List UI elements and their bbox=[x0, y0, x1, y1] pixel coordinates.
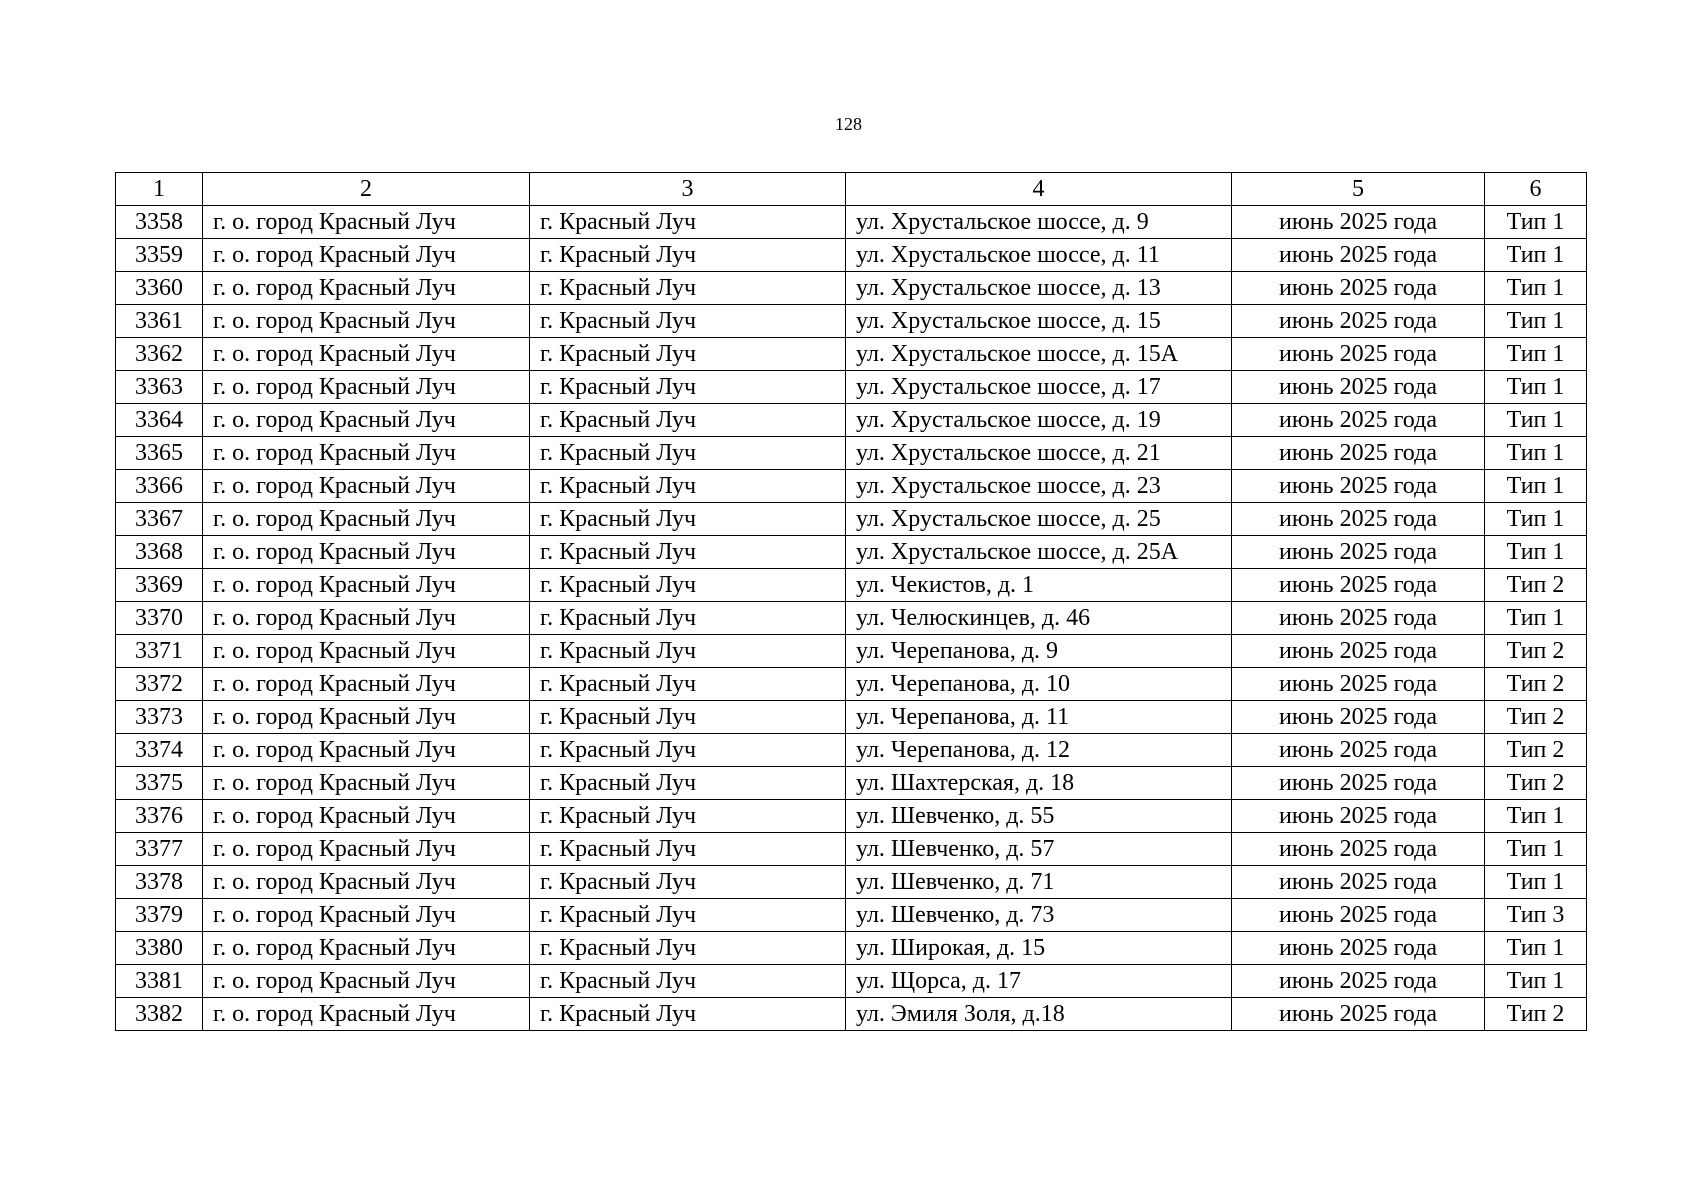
table-row bbox=[116, 338, 1587, 371]
municipality-cell: г. о. город Красный Луч bbox=[203, 668, 530, 701]
locality-cell: г. Красный Луч bbox=[530, 998, 846, 1031]
locality-cell: г. Красный Луч bbox=[530, 800, 846, 833]
locality-cell: г. Красный Луч bbox=[530, 932, 846, 965]
type-cell: Тип 1 bbox=[1485, 206, 1587, 239]
locality-cell: г. Красный Луч bbox=[530, 701, 846, 734]
date-cell: июнь 2025 года bbox=[1232, 371, 1485, 404]
locality-cell: г. Красный Луч bbox=[530, 767, 846, 800]
locality-cell: г. Красный Луч bbox=[530, 338, 846, 371]
row-number-cell: 3374 bbox=[116, 734, 203, 767]
table-row bbox=[116, 932, 1587, 965]
date-cell: июнь 2025 года bbox=[1232, 305, 1485, 338]
table-row bbox=[116, 965, 1587, 998]
address-cell: ул. Чекистов, д. 1 bbox=[846, 569, 1232, 602]
address-cell: ул. Шевченко, д. 71 bbox=[846, 866, 1232, 899]
date-cell: июнь 2025 года bbox=[1232, 932, 1485, 965]
address-cell: ул. Шахтерская, д. 18 bbox=[846, 767, 1232, 800]
locality-cell: г. Красный Луч bbox=[530, 635, 846, 668]
table-row bbox=[116, 503, 1587, 536]
municipality-cell: г. о. город Красный Луч bbox=[203, 965, 530, 998]
table-row bbox=[116, 734, 1587, 767]
table-row bbox=[116, 602, 1587, 635]
municipality-cell: г. о. город Красный Луч bbox=[203, 800, 530, 833]
date-cell: июнь 2025 года bbox=[1232, 965, 1485, 998]
row-number-cell: 3373 bbox=[116, 701, 203, 734]
locality-cell: г. Красный Луч bbox=[530, 668, 846, 701]
municipality-cell: г. о. город Красный Луч bbox=[203, 833, 530, 866]
address-cell: ул. Эмиля Золя, д.18 bbox=[846, 998, 1232, 1031]
type-cell: Тип 1 bbox=[1485, 338, 1587, 371]
date-cell: июнь 2025 года bbox=[1232, 701, 1485, 734]
type-cell: Тип 2 bbox=[1485, 668, 1587, 701]
column-header: 6 bbox=[1485, 173, 1587, 206]
table-row bbox=[116, 899, 1587, 932]
address-cell: ул. Челюскинцев, д. 46 bbox=[846, 602, 1232, 635]
table-row bbox=[116, 800, 1587, 833]
date-cell: июнь 2025 года bbox=[1232, 272, 1485, 305]
column-header: 5 bbox=[1232, 173, 1485, 206]
address-cell: ул. Хрустальское шоссе, д. 23 bbox=[846, 470, 1232, 503]
row-number-cell: 3358 bbox=[116, 206, 203, 239]
table-row bbox=[116, 866, 1587, 899]
municipality-cell: г. о. город Красный Луч bbox=[203, 635, 530, 668]
row-number-cell: 3363 bbox=[116, 371, 203, 404]
date-cell: июнь 2025 года bbox=[1232, 668, 1485, 701]
type-cell: Тип 2 bbox=[1485, 998, 1587, 1031]
column-header: 3 bbox=[530, 173, 846, 206]
table-row bbox=[116, 701, 1587, 734]
address-cell: ул. Шевченко, д. 73 bbox=[846, 899, 1232, 932]
type-cell: Тип 2 bbox=[1485, 701, 1587, 734]
locality-cell: г. Красный Луч bbox=[530, 503, 846, 536]
locality-cell: г. Красный Луч bbox=[530, 569, 846, 602]
row-number-cell: 3377 bbox=[116, 833, 203, 866]
row-number-cell: 3371 bbox=[116, 635, 203, 668]
type-cell: Тип 1 bbox=[1485, 470, 1587, 503]
locality-cell: г. Красный Луч bbox=[530, 239, 846, 272]
address-cell: ул. Хрустальское шоссе, д. 9 bbox=[846, 206, 1232, 239]
type-cell: Тип 1 bbox=[1485, 932, 1587, 965]
address-cell: ул. Хрустальское шоссе, д. 21 bbox=[846, 437, 1232, 470]
row-number-cell: 3378 bbox=[116, 866, 203, 899]
municipality-cell: г. о. город Красный Луч bbox=[203, 206, 530, 239]
locality-cell: г. Красный Луч bbox=[530, 437, 846, 470]
table-row bbox=[116, 206, 1587, 239]
municipality-cell: г. о. город Красный Луч bbox=[203, 437, 530, 470]
type-cell: Тип 1 bbox=[1485, 602, 1587, 635]
row-number-cell: 3361 bbox=[116, 305, 203, 338]
row-number-cell: 3376 bbox=[116, 800, 203, 833]
row-number-cell: 3375 bbox=[116, 767, 203, 800]
type-cell: Тип 1 bbox=[1485, 272, 1587, 305]
municipality-cell: г. о. город Красный Луч bbox=[203, 899, 530, 932]
table-row bbox=[116, 998, 1587, 1031]
address-cell: ул. Шевченко, д. 57 bbox=[846, 833, 1232, 866]
table-row bbox=[116, 239, 1587, 272]
table-row bbox=[116, 767, 1587, 800]
address-cell: ул. Широкая, д. 15 bbox=[846, 932, 1232, 965]
table-row bbox=[116, 668, 1587, 701]
municipality-cell: г. о. город Красный Луч bbox=[203, 932, 530, 965]
date-cell: июнь 2025 года bbox=[1232, 734, 1485, 767]
type-cell: Тип 1 bbox=[1485, 965, 1587, 998]
type-cell: Тип 2 bbox=[1485, 569, 1587, 602]
locality-cell: г. Красный Луч bbox=[530, 371, 846, 404]
address-cell: ул. Хрустальское шоссе, д. 11 bbox=[846, 239, 1232, 272]
row-number-cell: 3365 bbox=[116, 437, 203, 470]
type-cell: Тип 1 bbox=[1485, 833, 1587, 866]
type-cell: Тип 1 bbox=[1485, 239, 1587, 272]
type-cell: Тип 1 bbox=[1485, 305, 1587, 338]
date-cell: июнь 2025 года bbox=[1232, 206, 1485, 239]
locality-cell: г. Красный Луч bbox=[530, 965, 846, 998]
date-cell: июнь 2025 года bbox=[1232, 437, 1485, 470]
row-number-cell: 3364 bbox=[116, 404, 203, 437]
locality-cell: г. Красный Луч bbox=[530, 734, 846, 767]
date-cell: июнь 2025 года bbox=[1232, 800, 1485, 833]
municipality-cell: г. о. город Красный Луч bbox=[203, 767, 530, 800]
municipality-cell: г. о. город Красный Луч bbox=[203, 338, 530, 371]
municipality-cell: г. о. город Красный Луч bbox=[203, 602, 530, 635]
table-row bbox=[116, 569, 1587, 602]
type-cell: Тип 2 bbox=[1485, 635, 1587, 668]
municipality-cell: г. о. город Красный Луч bbox=[203, 503, 530, 536]
date-cell: июнь 2025 года bbox=[1232, 635, 1485, 668]
row-number-cell: 3366 bbox=[116, 470, 203, 503]
municipality-cell: г. о. город Красный Луч bbox=[203, 305, 530, 338]
date-cell: июнь 2025 года bbox=[1232, 602, 1485, 635]
date-cell: июнь 2025 года bbox=[1232, 866, 1485, 899]
address-cell: ул. Черепанова, д. 10 bbox=[846, 668, 1232, 701]
locality-cell: г. Красный Луч bbox=[530, 206, 846, 239]
municipality-cell: г. о. город Красный Луч bbox=[203, 569, 530, 602]
row-number-cell: 3369 bbox=[116, 569, 203, 602]
address-cell: ул. Черепанова, д. 12 bbox=[846, 734, 1232, 767]
date-cell: июнь 2025 года bbox=[1232, 767, 1485, 800]
address-cell: ул. Шевченко, д. 55 bbox=[846, 800, 1232, 833]
address-cell: ул. Хрустальское шоссе, д. 13 bbox=[846, 272, 1232, 305]
address-cell: ул. Щорса, д. 17 bbox=[846, 965, 1232, 998]
row-number-cell: 3379 bbox=[116, 899, 203, 932]
column-header: 2 bbox=[203, 173, 530, 206]
locality-cell: г. Красный Луч bbox=[530, 899, 846, 932]
table-row bbox=[116, 371, 1587, 404]
municipality-cell: г. о. город Красный Луч bbox=[203, 404, 530, 437]
table-row bbox=[116, 470, 1587, 503]
locality-cell: г. Красный Луч bbox=[530, 404, 846, 437]
municipality-cell: г. о. город Красный Луч bbox=[203, 239, 530, 272]
date-cell: июнь 2025 года bbox=[1232, 536, 1485, 569]
address-cell: ул. Хрустальское шоссе, д. 17 bbox=[846, 371, 1232, 404]
municipality-cell: г. о. город Красный Луч bbox=[203, 734, 530, 767]
table-row bbox=[116, 404, 1587, 437]
date-cell: июнь 2025 года bbox=[1232, 899, 1485, 932]
address-cell: ул. Хрустальское шоссе, д. 15А bbox=[846, 338, 1232, 371]
date-cell: июнь 2025 года bbox=[1232, 338, 1485, 371]
column-header: 1 bbox=[116, 173, 203, 206]
type-cell: Тип 1 bbox=[1485, 404, 1587, 437]
table-body bbox=[116, 206, 1587, 1031]
municipality-cell: г. о. город Красный Луч bbox=[203, 866, 530, 899]
locality-cell: г. Красный Луч bbox=[530, 833, 846, 866]
data-table bbox=[115, 172, 1587, 1031]
type-cell: Тип 3 bbox=[1485, 899, 1587, 932]
type-cell: Тип 2 bbox=[1485, 767, 1587, 800]
row-number-cell: 3380 bbox=[116, 932, 203, 965]
type-cell: Тип 2 bbox=[1485, 734, 1587, 767]
date-cell: июнь 2025 года bbox=[1232, 998, 1485, 1031]
municipality-cell: г. о. город Красный Луч bbox=[203, 371, 530, 404]
locality-cell: г. Красный Луч bbox=[530, 470, 846, 503]
type-cell: Тип 1 bbox=[1485, 866, 1587, 899]
date-cell: июнь 2025 года bbox=[1232, 470, 1485, 503]
date-cell: июнь 2025 года bbox=[1232, 569, 1485, 602]
table-row bbox=[116, 536, 1587, 569]
type-cell: Тип 1 bbox=[1485, 437, 1587, 470]
address-cell: ул. Хрустальское шоссе, д. 19 bbox=[846, 404, 1232, 437]
table-row bbox=[116, 272, 1587, 305]
page-number: 128 bbox=[835, 114, 862, 134]
row-number-cell: 3360 bbox=[116, 272, 203, 305]
row-number-cell: 3367 bbox=[116, 503, 203, 536]
address-cell: ул. Хрустальское шоссе, д. 25А bbox=[846, 536, 1232, 569]
municipality-cell: г. о. город Красный Луч bbox=[203, 998, 530, 1031]
locality-cell: г. Красный Луч bbox=[530, 305, 846, 338]
row-number-cell: 3381 bbox=[116, 965, 203, 998]
municipality-cell: г. о. город Красный Луч bbox=[203, 536, 530, 569]
municipality-cell: г. о. город Красный Луч bbox=[203, 272, 530, 305]
table-row bbox=[116, 635, 1587, 668]
date-cell: июнь 2025 года bbox=[1232, 503, 1485, 536]
type-cell: Тип 1 bbox=[1485, 503, 1587, 536]
row-number-cell: 3382 bbox=[116, 998, 203, 1031]
table-row bbox=[116, 833, 1587, 866]
type-cell: Тип 1 bbox=[1485, 800, 1587, 833]
locality-cell: г. Красный Луч bbox=[530, 602, 846, 635]
locality-cell: г. Красный Луч bbox=[530, 536, 846, 569]
type-cell: Тип 1 bbox=[1485, 371, 1587, 404]
municipality-cell: г. о. город Красный Луч bbox=[203, 470, 530, 503]
date-cell: июнь 2025 года bbox=[1232, 404, 1485, 437]
locality-cell: г. Красный Луч bbox=[530, 866, 846, 899]
row-number-cell: 3362 bbox=[116, 338, 203, 371]
date-cell: июнь 2025 года bbox=[1232, 833, 1485, 866]
type-cell: Тип 1 bbox=[1485, 536, 1587, 569]
row-number-cell: 3368 bbox=[116, 536, 203, 569]
table-header-row bbox=[116, 173, 1587, 206]
address-cell: ул. Хрустальское шоссе, д. 25 bbox=[846, 503, 1232, 536]
locality-cell: г. Красный Луч bbox=[530, 272, 846, 305]
row-number-cell: 3370 bbox=[116, 602, 203, 635]
table-row bbox=[116, 305, 1587, 338]
municipality-cell: г. о. город Красный Луч bbox=[203, 701, 530, 734]
row-number-cell: 3372 bbox=[116, 668, 203, 701]
address-cell: ул. Черепанова, д. 9 bbox=[846, 635, 1232, 668]
column-header: 4 bbox=[846, 173, 1232, 206]
row-number-cell: 3359 bbox=[116, 239, 203, 272]
address-cell: ул. Черепанова, д. 11 bbox=[846, 701, 1232, 734]
table-row bbox=[116, 437, 1587, 470]
date-cell: июнь 2025 года bbox=[1232, 239, 1485, 272]
address-cell: ул. Хрустальское шоссе, д. 15 bbox=[846, 305, 1232, 338]
